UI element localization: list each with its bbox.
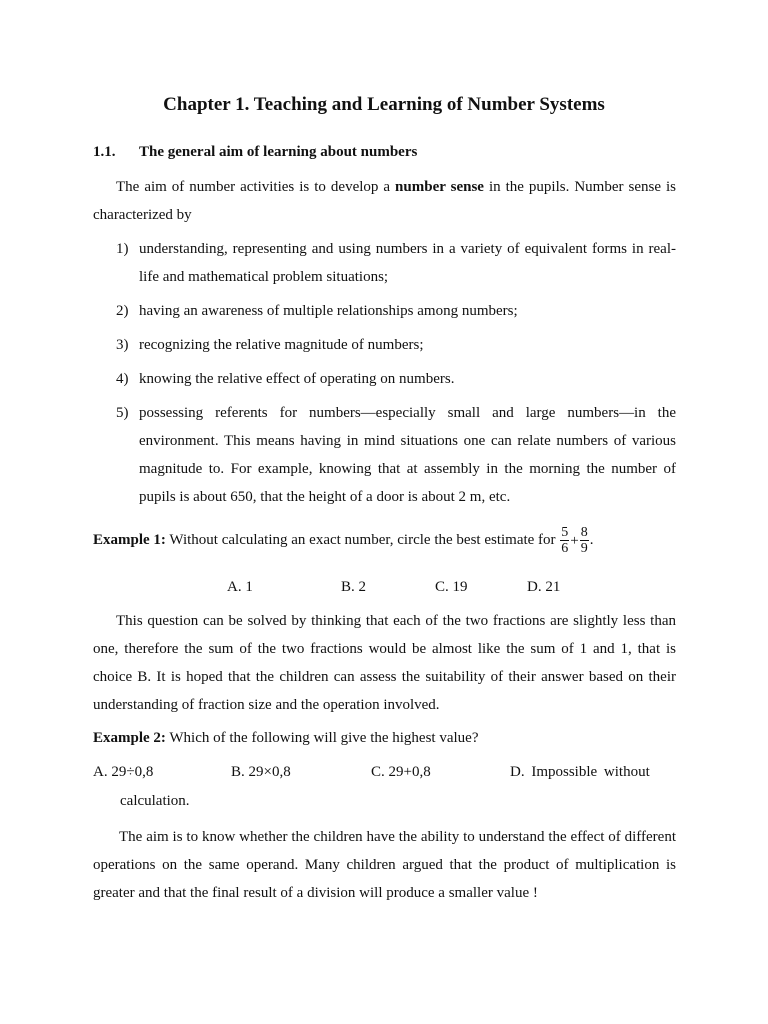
section-title: The general aim of learning about numbers bbox=[139, 144, 418, 160]
list-text: recognizing the relative magnitude of numbers; bbox=[139, 337, 424, 353]
example-2-option-d: D. Impossible without bbox=[510, 764, 650, 780]
section-heading bbox=[93, 142, 417, 162]
example-1: Example 1: Without calculating an exact number, circle the best estimate for $\frac{5}{6}$ + $\frac{8}{9}$ . bbox=[93, 520, 594, 561]
section-number: 1.1. bbox=[93, 144, 116, 160]
list-marker: 1) bbox=[116, 241, 129, 257]
chapter-title: Chapter 1. Teaching and Learning of Number Systems bbox=[163, 94, 605, 115]
list-item bbox=[116, 331, 676, 359]
list-marker: 3) bbox=[116, 337, 129, 353]
fraction-five-sixths: $\frac{5}{6}$ bbox=[561, 525, 569, 557]
intro-text-post: in the pupils. Number sense is characterized by bbox=[93, 179, 676, 223]
list-marker: 4) bbox=[116, 371, 129, 387]
list-item bbox=[116, 399, 676, 511]
intro-paragraph bbox=[93, 173, 676, 229]
plus-operator: + bbox=[570, 532, 579, 549]
example-2-label: Example 2: bbox=[93, 730, 166, 746]
list-marker: 2) bbox=[116, 303, 129, 319]
list-item bbox=[116, 297, 676, 325]
intro-text-bold: number sense bbox=[395, 179, 484, 195]
list-item bbox=[116, 235, 676, 291]
example-2 bbox=[93, 728, 479, 748]
example-2-option-c: C. 29+0,8 bbox=[371, 764, 431, 780]
list-text: knowing the relative effect of operating on numbers. bbox=[139, 371, 455, 387]
example-2-option-a: A. 29÷0,8 bbox=[93, 764, 154, 780]
example-2-text: Which of the following will give the highest value? bbox=[165, 730, 479, 746]
list-text: having an awareness of multiple relationships among numbers; bbox=[139, 303, 518, 319]
list-marker: 5) bbox=[116, 405, 129, 421]
explanation-paragraph-2: The aim is to know whether the children have the ability to understand the effect of different operations on the same operand. Many children argued that the product of multiplication is greater and that the final result of a division will produce a smaller value ! bbox=[93, 829, 676, 901]
explanation-paragraph-1: This question can be solved by thinking that each of the two fractions are slightly less than one, therefore the sum of the two fractions would be almost like the sum of 1 and 1, that is choice B. It is hoped that the children can assess the suitability of their answer based on their understanding of fraction size and the operation involved. bbox=[93, 613, 676, 713]
example-1-option-a: A. 1 bbox=[227, 579, 253, 595]
example-1-option-b: B. 2 bbox=[341, 579, 367, 595]
example-1-text: Without calculating an exact number, circle the best estimate for bbox=[165, 532, 560, 548]
example-2-option-d-continuation: calculation. bbox=[120, 793, 190, 809]
list-text: understanding, representing and using numbers in a variety of equivalent forms in real-life and mathematical problem situations; bbox=[139, 241, 676, 285]
example-1-label: Example 1: bbox=[93, 532, 166, 548]
list-text: possessing referents for numbers—especially small and large numbers—in the environment. This means having in mind situations one can relate numbers of various magnitude to. For example, knowing that at assembly in the morning the number of pupils is about 650, that the height of a door is about 2 m, etc. bbox=[139, 405, 676, 505]
fraction-eight-ninths: $\frac{8}{9}$ bbox=[580, 525, 588, 557]
example-1-option-d: D. 21 bbox=[527, 579, 561, 595]
example-2-option-b: B. 29×0,8 bbox=[231, 764, 291, 780]
list-item bbox=[116, 365, 676, 393]
example-1-option-c: C. 19 bbox=[435, 579, 468, 595]
intro-text-pre: The aim of number activities is to develop a bbox=[116, 179, 396, 195]
